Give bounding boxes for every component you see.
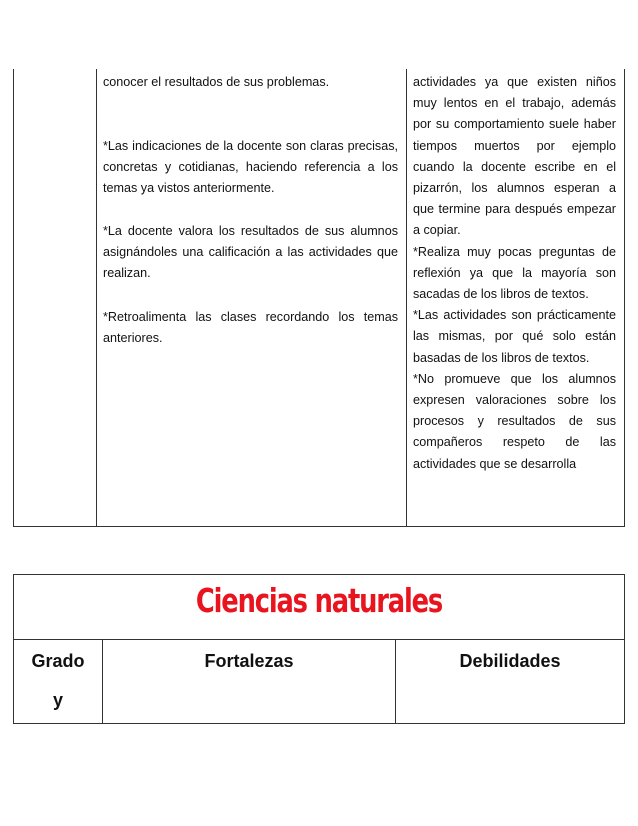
fortalezas-header: Fortalezas: [204, 651, 294, 671]
debilidades-paragraph-3: *Las actividades son prácticamente las mismas, por qué solo están basadas de los libros de textos.: [413, 308, 616, 365]
grado-header-text: Grado y: [31, 651, 85, 710]
debilidades-paragraph-2: *Realiza muy pocas preguntas de reflexión ya que la mayoría son sacadas de los libros de textos.: [413, 244, 616, 302]
section-title: Ciencias naturales: [195, 581, 443, 620]
fortalezas-paragraph-2: *Las indicaciones de la docente son claras precisas, concretas y cotidianas, haciendo referencia a los temas ya vistos anteriormente.: [103, 139, 398, 196]
ciencias-naturales-table: [13, 574, 625, 724]
fortalezas-paragraph-4: *Retroalimenta las clases recordando los temas anteriores.: [103, 310, 398, 346]
debilidades-paragraph-4: *No promueve que los alumnos expresen valoraciones sobre los procesos y resultados de sus compañeros respeto de las actividades que se desarrolla: [413, 371, 616, 471]
debilidades-cell: [406, 69, 625, 527]
debilidades-paragraph-1: actividades ya que existen niños muy lentos en el trabajo, además por su comportamiento suele haber tiempos muertos por ejemplo cuando la docente escribe en el pizarrón, los alumnos esperan a que termine para después empezar a copiar.: [413, 75, 616, 238]
section-title-row: [14, 575, 624, 640]
grado-header-cell: [14, 640, 103, 723]
fortalezas-cell: [96, 69, 406, 527]
header-row: [14, 640, 624, 723]
grado-header: [14, 642, 102, 720]
fortalezas-paragraph-3: *La docente valora los resultados de sus alumnos asignándoles una calificación a las actividades que realizan.: [103, 224, 398, 281]
strengths-weaknesses-table: [13, 69, 625, 527]
fortalezas-paragraph-1: conocer el resultados de sus problemas.: [103, 75, 330, 89]
debilidades-header: Debilidades: [459, 651, 561, 671]
grade-column-cell: [13, 69, 96, 527]
debilidades-header-cell: [396, 640, 624, 723]
fortalezas-header-cell: [103, 640, 396, 723]
